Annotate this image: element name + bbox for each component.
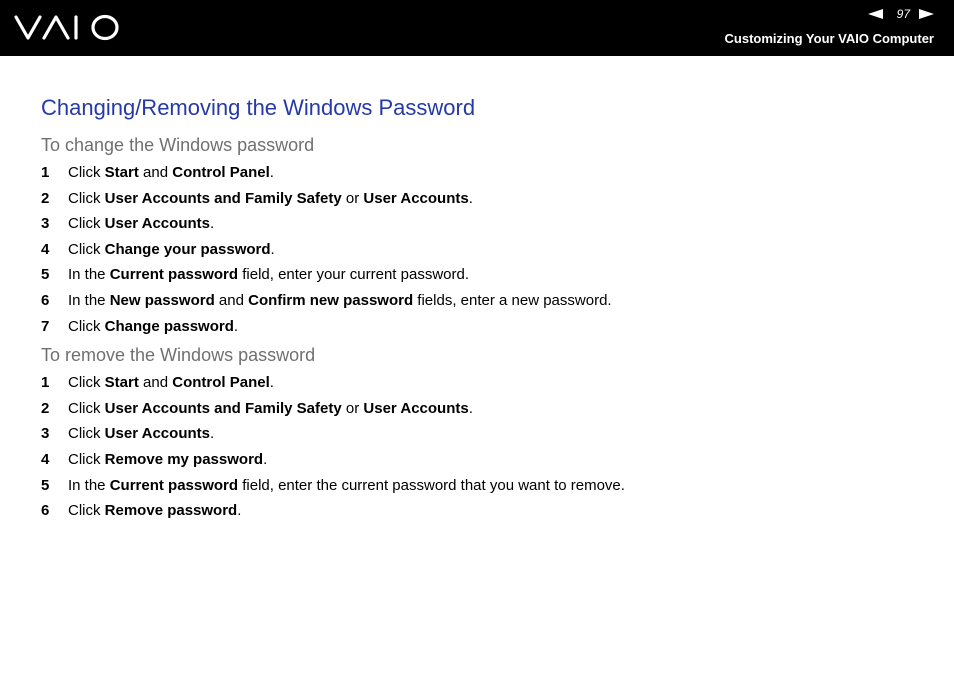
next-page-icon[interactable] bbox=[919, 9, 934, 19]
step-number: 2 bbox=[41, 399, 50, 417]
step-number: 5 bbox=[41, 266, 50, 284]
step-ui-term: Remove my password bbox=[104, 450, 264, 468]
list-item bbox=[41, 396, 921, 422]
page-title: Changing/Removing the Windows Password bbox=[41, 95, 476, 120]
step-text: or bbox=[341, 399, 364, 417]
step-text: Click bbox=[68, 215, 105, 233]
list-item bbox=[41, 370, 921, 396]
step-ui-term: Current password bbox=[109, 476, 239, 494]
remove-password-steps bbox=[41, 370, 921, 524]
step-ui-term: Confirm new password bbox=[248, 291, 414, 309]
list-item bbox=[41, 473, 921, 499]
vaio-logo bbox=[14, 13, 120, 42]
step-text: and bbox=[138, 374, 173, 392]
step-text: Click bbox=[68, 399, 105, 417]
section-title: Customizing Your VAIO Computer bbox=[724, 31, 934, 46]
step-text: Click bbox=[68, 450, 105, 468]
step-text: field, enter your current password. bbox=[238, 266, 470, 284]
step-number: 2 bbox=[41, 189, 50, 207]
step-text: In the bbox=[68, 266, 110, 284]
step-text: Click bbox=[68, 164, 105, 181]
header-bar bbox=[0, 0, 954, 56]
step-ui-term: User Accounts and Family Safety bbox=[104, 189, 342, 207]
step-text: Click bbox=[68, 189, 105, 207]
step-ui-term: Control Panel bbox=[172, 164, 270, 181]
step-ui-term: User Accounts bbox=[363, 189, 469, 207]
step-text: . bbox=[233, 317, 239, 335]
step-text: . bbox=[270, 240, 275, 258]
step-ui-term: User Accounts and Family Safety bbox=[104, 399, 342, 417]
step-text: Click bbox=[68, 425, 105, 443]
step-text: . bbox=[269, 374, 274, 392]
step-ui-term: New password bbox=[109, 291, 215, 309]
step-ui-term: Remove password bbox=[104, 502, 238, 520]
step-text: fields, enter a new password. bbox=[413, 291, 612, 309]
step-ui-term: User Accounts bbox=[104, 425, 210, 443]
list-item bbox=[41, 160, 921, 186]
step-number: 4 bbox=[41, 240, 50, 258]
previous-page-icon[interactable] bbox=[868, 9, 883, 19]
step-text: . bbox=[263, 450, 268, 468]
step-ui-term: Start bbox=[104, 164, 139, 181]
step-text: . bbox=[269, 164, 274, 181]
step-text: and bbox=[138, 164, 173, 181]
remove-password-heading: To remove the Windows password bbox=[41, 345, 316, 366]
step-text: or bbox=[341, 189, 364, 207]
step-number: 6 bbox=[41, 502, 50, 520]
step-number: 7 bbox=[41, 317, 50, 335]
step-number: 1 bbox=[41, 374, 50, 392]
step-text: . bbox=[468, 189, 473, 207]
list-item bbox=[41, 237, 921, 263]
step-ui-term: Change your password bbox=[104, 240, 271, 258]
list-item bbox=[41, 211, 921, 237]
step-text: . bbox=[237, 502, 242, 520]
step-number: 3 bbox=[41, 425, 50, 443]
list-item bbox=[41, 314, 921, 340]
step-number: 6 bbox=[41, 291, 50, 309]
step-text: . bbox=[209, 425, 215, 443]
step-text: and bbox=[214, 291, 249, 309]
step-ui-term: Control Panel bbox=[172, 374, 270, 392]
page-number: 97 bbox=[896, 7, 910, 21]
step-text: Click bbox=[68, 374, 105, 392]
list-item bbox=[41, 186, 921, 212]
step-text: In the bbox=[68, 291, 110, 309]
step-text: . bbox=[209, 215, 215, 233]
list-item bbox=[41, 447, 921, 473]
page-navigation bbox=[868, 7, 934, 21]
main-content bbox=[41, 95, 921, 524]
step-number: 5 bbox=[41, 476, 50, 494]
step-text: In the bbox=[68, 476, 110, 494]
list-item bbox=[41, 421, 921, 447]
step-ui-term: Current password bbox=[109, 266, 239, 284]
step-text: field, enter the current password that you want to remove. bbox=[238, 476, 625, 494]
step-ui-term: Change password bbox=[104, 317, 234, 335]
step-text: . bbox=[468, 399, 473, 417]
change-password-steps bbox=[41, 160, 921, 339]
change-password-heading: To change the Windows password bbox=[41, 135, 315, 155]
step-text: Click bbox=[68, 317, 105, 335]
step-text: Click bbox=[68, 502, 105, 520]
list-item bbox=[41, 498, 921, 524]
step-ui-term: User Accounts bbox=[104, 215, 210, 233]
step-text: Click bbox=[68, 240, 105, 258]
step-ui-term: Start bbox=[104, 374, 139, 392]
list-item bbox=[41, 262, 921, 288]
step-number: 3 bbox=[41, 215, 50, 233]
step-ui-term: User Accounts bbox=[363, 399, 469, 417]
step-number: 4 bbox=[41, 450, 50, 468]
list-item bbox=[41, 288, 921, 314]
step-number: 1 bbox=[41, 164, 50, 181]
